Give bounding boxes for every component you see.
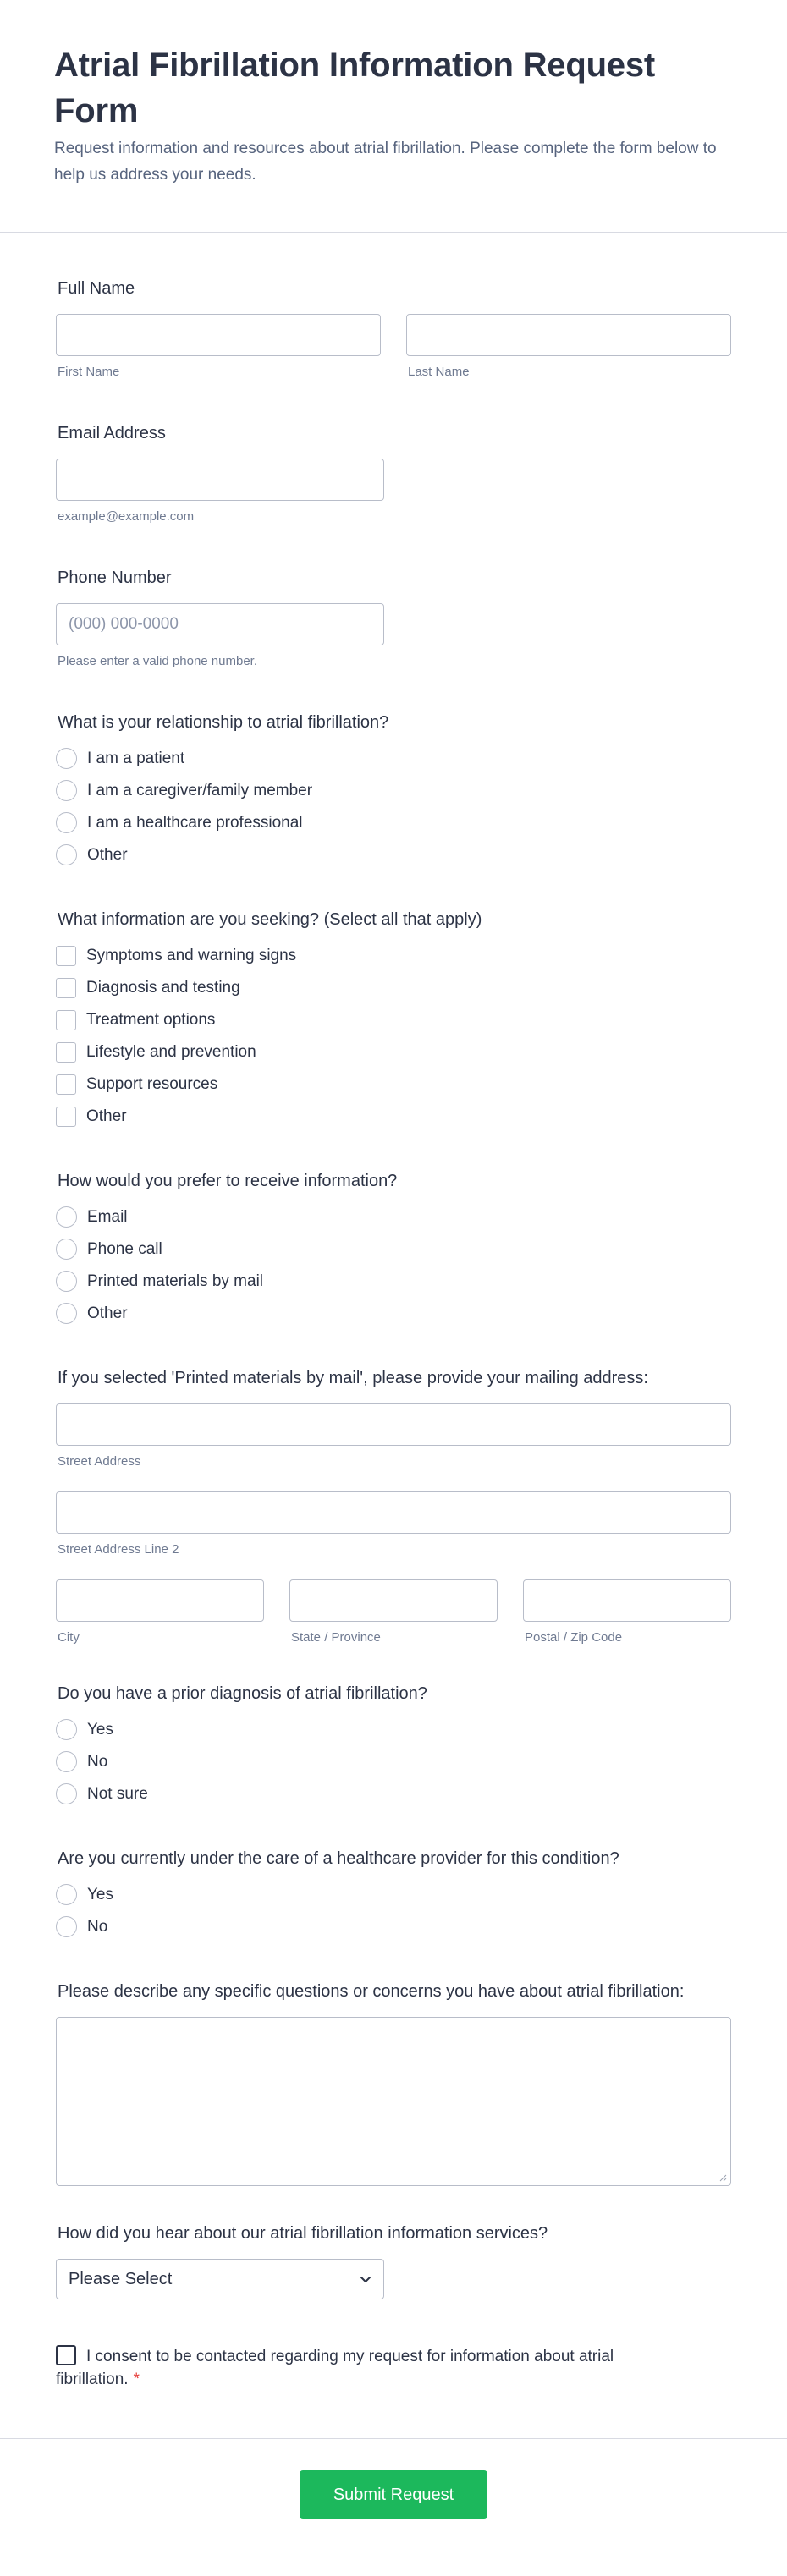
prior-diagnosis-label: Do you have a prior diagnosis of atrial fibrillation? — [58, 1684, 427, 1703]
phone-sublabel: Please enter a valid phone number. — [58, 654, 257, 668]
prior-diagnosis-field — [56, 1682, 731, 1804]
option-label: No — [87, 1917, 108, 1936]
referral-selected-value: Please Select — [69, 2269, 173, 2288]
questions-field — [56, 1980, 731, 2186]
option-label: I am a healthcare professional — [87, 813, 303, 832]
radio-circle-icon[interactable] — [56, 780, 77, 801]
provider-care-option-yes[interactable] — [56, 1884, 731, 1905]
state-input[interactable] — [289, 1579, 498, 1622]
phone-input[interactable] — [56, 603, 384, 645]
radio-circle-icon[interactable] — [56, 1751, 77, 1772]
prior-diagnosis-option-yes[interactable] — [56, 1719, 731, 1740]
questions-textarea[interactable] — [56, 2017, 731, 2186]
info-option-other[interactable] — [56, 1106, 731, 1127]
receive-option-phone[interactable] — [56, 1239, 731, 1260]
radio-circle-icon[interactable] — [56, 1271, 77, 1292]
receive-option-mail[interactable] — [56, 1271, 731, 1292]
street-address-input[interactable] — [56, 1403, 731, 1446]
option-label: Yes — [87, 1885, 113, 1903]
provider-care-label: Are you currently under the care of a healthcare provider for this condition? — [58, 1849, 619, 1868]
radio-circle-icon[interactable] — [56, 1303, 77, 1324]
radio-circle-icon[interactable] — [56, 1884, 77, 1905]
address-label: If you selected 'Printed materials by mail', please provide your mailing address: — [58, 1369, 648, 1387]
form-header — [0, 0, 787, 233]
option-label: Lifestyle and prevention — [86, 1042, 256, 1061]
state-sublabel: State / Province — [291, 1630, 381, 1645]
relationship-option-caregiver[interactable] — [56, 780, 731, 801]
receive-pref-field — [56, 1169, 731, 1324]
zip-sublabel: Postal / Zip Code — [525, 1630, 623, 1645]
option-label: Email — [87, 1207, 128, 1226]
resize-grip-icon[interactable] — [718, 2173, 727, 2182]
relationship-option-patient[interactable] — [56, 748, 731, 769]
page-title: Atrial Fibrillation Information Request Form — [54, 47, 656, 129]
questions-label: Please describe any specific questions or concerns you have about atrial fibrillation: — [58, 1982, 685, 2001]
checkbox-icon[interactable] — [56, 1074, 76, 1095]
radio-circle-icon[interactable] — [56, 1239, 77, 1260]
relationship-field — [56, 711, 731, 865]
referral-label: How did you hear about our atrial fibrillation information services? — [58, 2224, 548, 2243]
relationship-option-other[interactable] — [56, 844, 731, 865]
option-label: Treatment options — [86, 1010, 216, 1029]
radio-circle-icon[interactable] — [56, 812, 77, 833]
email-label: Email Address — [58, 424, 166, 442]
option-label: No — [87, 1752, 108, 1771]
info-option-treatment[interactable] — [56, 1009, 731, 1030]
info-option-symptoms[interactable] — [56, 945, 731, 966]
option-label: I am a patient — [87, 749, 185, 767]
radio-circle-icon[interactable] — [56, 1783, 77, 1804]
full-name-field — [56, 277, 731, 379]
info-option-lifestyle[interactable] — [56, 1041, 731, 1063]
option-label: Support resources — [86, 1074, 218, 1093]
first-name-input[interactable] — [56, 314, 381, 356]
street-address-sublabel: Street Address — [58, 1454, 141, 1469]
checkbox-icon[interactable] — [56, 1042, 76, 1063]
consent-text: I consent to be contacted regarding my request for information about atrial fibrillation. — [56, 2348, 614, 2388]
radio-circle-icon[interactable] — [56, 844, 77, 865]
prior-diagnosis-option-not-sure[interactable] — [56, 1783, 731, 1804]
relationship-option-professional[interactable] — [56, 812, 731, 833]
option-label: Diagnosis and testing — [86, 978, 240, 997]
option-label: Other — [87, 845, 128, 864]
phone-field — [56, 566, 731, 668]
checkbox-icon[interactable] — [56, 946, 76, 966]
address-field — [56, 1366, 731, 1645]
provider-care-option-no[interactable] — [56, 1916, 731, 1937]
radio-circle-icon[interactable] — [56, 1719, 77, 1740]
email-field — [56, 421, 731, 524]
option-label: Other — [87, 1304, 128, 1322]
radio-circle-icon[interactable] — [56, 1206, 77, 1228]
checkbox-icon[interactable] — [56, 978, 76, 998]
option-label: Printed materials by mail — [87, 1272, 264, 1290]
form-body — [0, 277, 787, 2391]
info-option-diagnosis[interactable] — [56, 977, 731, 998]
email-input[interactable] — [56, 459, 384, 501]
referral-field — [56, 2222, 731, 2299]
prior-diagnosis-option-no[interactable] — [56, 1751, 731, 1772]
relationship-label: What is your relationship to atrial fibrillation? — [58, 713, 389, 732]
city-sublabel: City — [58, 1630, 80, 1645]
last-name-sublabel: Last Name — [408, 365, 470, 379]
checkbox-icon[interactable] — [56, 1107, 76, 1127]
chevron-down-icon — [360, 2276, 371, 2283]
consent-checkbox[interactable] — [56, 2345, 76, 2365]
zip-input[interactable] — [523, 1579, 731, 1622]
info-sought-field — [56, 908, 731, 1127]
referral-select[interactable] — [56, 2259, 384, 2299]
form-footer — [0, 2438, 787, 2519]
required-marker: * — [133, 2370, 140, 2388]
receive-option-email[interactable] — [56, 1206, 731, 1228]
checkbox-icon[interactable] — [56, 1010, 76, 1030]
page-subtitle: Request information and resources about atrial fibrillation. Please complete the form below to help us address your needs. — [54, 140, 717, 184]
receive-pref-label: How would you prefer to receive information? — [58, 1172, 398, 1190]
consent-field — [56, 2345, 682, 2391]
info-sought-label: What information are you seeking? (Select all that apply) — [58, 910, 482, 929]
option-label: Phone call — [87, 1239, 162, 1258]
city-input[interactable] — [56, 1579, 264, 1622]
option-label: Symptoms and warning signs — [86, 946, 297, 964]
option-label: Yes — [87, 1720, 113, 1738]
full-name-label: Full Name — [58, 279, 135, 298]
phone-label: Phone Number — [58, 568, 172, 587]
option-label: Other — [86, 1107, 127, 1125]
email-sublabel: example@example.com — [58, 509, 195, 524]
option-label: I am a caregiver/family member — [87, 781, 313, 799]
radio-circle-icon[interactable] — [56, 1916, 77, 1937]
street-address-line2-sublabel: Street Address Line 2 — [58, 1542, 179, 1557]
info-option-support[interactable] — [56, 1074, 731, 1095]
street-address-line2-input[interactable] — [56, 1491, 731, 1534]
last-name-input[interactable] — [406, 314, 731, 356]
radio-circle-icon[interactable] — [56, 748, 77, 769]
first-name-sublabel: First Name — [58, 365, 120, 379]
receive-option-other[interactable] — [56, 1303, 731, 1324]
provider-care-field — [56, 1847, 731, 1937]
option-label: Not sure — [87, 1784, 148, 1803]
submit-button[interactable]: Submit Request — [300, 2470, 487, 2519]
